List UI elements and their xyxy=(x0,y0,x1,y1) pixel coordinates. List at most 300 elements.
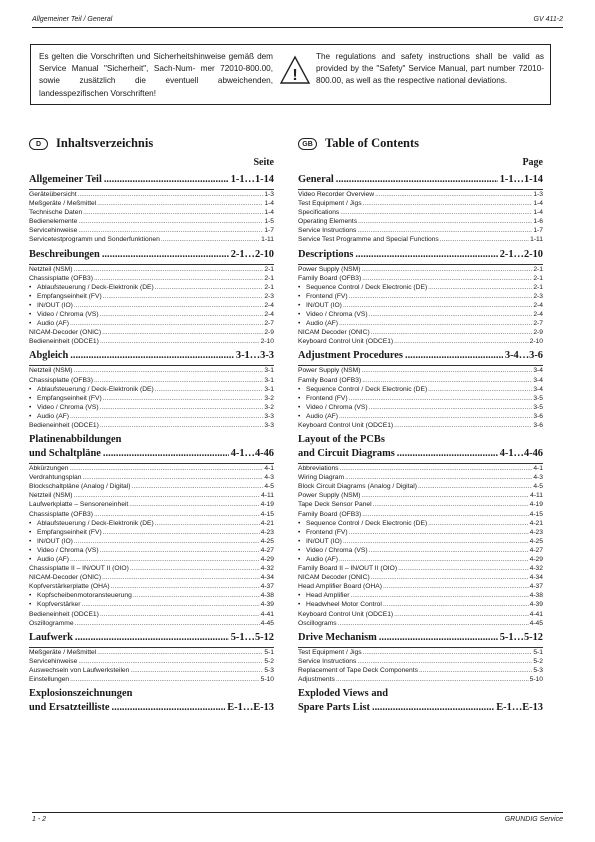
toc-entry-title: Servicetestprogramm und Sonderfunktionen xyxy=(29,236,160,244)
section-heading[interactable] xyxy=(29,173,274,187)
toc-entry[interactable] xyxy=(298,546,543,555)
dot-leader xyxy=(357,657,532,666)
toc-entry[interactable] xyxy=(298,610,543,619)
toc-entry-page: 4-23 xyxy=(529,528,543,536)
toc-entry[interactable] xyxy=(298,600,543,609)
section-heading[interactable] xyxy=(298,173,543,187)
dot-leader xyxy=(100,546,260,555)
toc-entry-page: 3-2 xyxy=(264,403,274,411)
toc-title: Table of Contents xyxy=(325,136,419,150)
toc-entry-title: Laufwerkplatte – Sensoreneinheit xyxy=(29,501,129,509)
dot-leader xyxy=(78,226,263,235)
toc-entry-title: Meßgeräte / Meßmittel xyxy=(29,200,97,208)
dot-leader xyxy=(94,376,263,385)
toc-entry-title: Bedieneinheit (ODCE1) xyxy=(29,610,99,618)
section-page-range: 4-1…4-46 xyxy=(230,448,274,460)
dot-leader xyxy=(369,546,529,555)
dot-leader xyxy=(73,491,260,500)
toc-entry[interactable] xyxy=(298,657,543,666)
toc-entry-title: Power Supply (NSM) xyxy=(298,492,361,500)
dot-leader xyxy=(75,619,260,628)
toc-entry-page: 4-3 xyxy=(533,474,543,482)
dot-leader xyxy=(130,564,260,573)
toc-entry-page: 4-29 xyxy=(260,556,274,563)
svg-text:!: ! xyxy=(292,67,298,84)
dot-leader xyxy=(371,328,533,337)
toc-entry[interactable] xyxy=(298,199,543,208)
toc-entry-page: 2-10 xyxy=(529,338,543,346)
toc-entry-title: Tape Deck Sensor Panel xyxy=(298,501,372,509)
dot-leader xyxy=(100,310,264,319)
toc-entry[interactable] xyxy=(298,301,543,310)
dot-leader xyxy=(362,274,532,283)
toc-entry-title: Kopfverstärkerplatte (OHA) xyxy=(29,583,110,591)
toc-entry-page: 2-3 xyxy=(264,292,274,300)
toc-entry[interactable] xyxy=(29,657,274,666)
section-heading-text: Allgemeiner Teil xyxy=(29,174,102,185)
dot-leader xyxy=(70,319,263,328)
toc-entry-title: Oszillogramme xyxy=(29,619,74,627)
toc-entry-page: 2-7 xyxy=(533,320,543,328)
toc-entry-page: 1-6 xyxy=(533,218,543,226)
toc-entry[interactable] xyxy=(298,403,543,412)
header-section-title: Allgemeiner Teil / General xyxy=(32,16,113,23)
toc-entry-title: • Ablaufsteuerung / Deck-Elektronik (DE) xyxy=(29,385,154,394)
toc-entry[interactable] xyxy=(29,610,274,619)
toc-entry[interactable] xyxy=(298,473,543,482)
toc-entry[interactable] xyxy=(298,619,543,628)
toc-entry[interactable] xyxy=(298,491,543,500)
toc-entry-title: Bedieneinheit (ODCE1) xyxy=(29,421,99,429)
toc-entry-page: 1-4 xyxy=(264,200,274,208)
toc-entry[interactable] xyxy=(298,482,543,491)
header-model-number: GV 411-2 xyxy=(533,16,563,23)
section-heading[interactable] xyxy=(29,248,274,262)
dot-leader xyxy=(102,328,263,337)
toc-entry-page: 1-4 xyxy=(264,209,274,217)
dot-leader xyxy=(70,412,263,421)
section-page-range: 3-1…3-3 xyxy=(235,350,274,362)
toc-entry-title: Chassisplatte (OFB3) xyxy=(29,376,93,384)
toc-entry[interactable] xyxy=(298,412,543,421)
dot-leader xyxy=(102,248,229,262)
section-page-range: 2-1…2-10 xyxy=(230,248,274,260)
toc-entry-title: Bedienelemente xyxy=(29,218,78,226)
toc-entry[interactable] xyxy=(29,366,274,375)
toc-entry-page: 1-11 xyxy=(261,236,274,244)
toc-entry[interactable] xyxy=(29,226,274,235)
toc-entry-page: 4-25 xyxy=(260,537,274,545)
toc-entry-title: • IN/OUT (IO) xyxy=(298,301,342,310)
section-page-range: E-1…E-13 xyxy=(496,702,543,714)
toc-entry-title: Test Equipment / Jigs xyxy=(298,648,362,656)
toc-entry-title: Meßgeräte / Meßmittel xyxy=(29,648,97,656)
toc-entry[interactable] xyxy=(29,546,274,555)
toc-entry-page: 3-6 xyxy=(533,412,543,420)
toc-heading xyxy=(298,136,543,156)
page-footer xyxy=(32,812,563,825)
toc-entry[interactable] xyxy=(29,519,274,528)
toc-entry-title: NICAM-Decoder (ONIC) xyxy=(29,329,102,337)
toc-entry[interactable] xyxy=(29,573,274,582)
toc-entry[interactable] xyxy=(29,564,274,573)
dot-leader xyxy=(379,631,498,645)
dot-leader xyxy=(383,600,529,609)
toc-entry-page: 4-1 xyxy=(533,465,543,473)
dot-leader xyxy=(339,412,532,421)
dot-leader xyxy=(100,337,260,346)
dot-leader xyxy=(100,403,264,412)
toc-english-column xyxy=(298,136,543,715)
dot-leader xyxy=(74,301,263,310)
dot-leader xyxy=(100,610,260,619)
toc-entry-title: • Audio (AF) xyxy=(298,319,338,328)
toc-entry-title: Blockschaltpläne (Analog / Digital) xyxy=(29,483,131,491)
toc-entry-page: 3-2 xyxy=(264,394,274,402)
dot-leader xyxy=(69,464,263,473)
toc-german-column xyxy=(29,136,274,715)
toc-entry[interactable] xyxy=(29,412,274,421)
dot-leader xyxy=(362,376,532,385)
toc-entry[interactable] xyxy=(29,619,274,628)
toc-entry[interactable] xyxy=(29,292,274,301)
toc-entry[interactable] xyxy=(29,537,274,546)
toc-entry[interactable] xyxy=(29,337,274,346)
toc-entry[interactable] xyxy=(298,500,543,509)
toc-entry[interactable] xyxy=(298,319,543,328)
toc-entry[interactable] xyxy=(298,310,543,319)
toc-entry-page: 3-3 xyxy=(264,421,274,429)
dot-leader xyxy=(383,582,529,591)
section-heading-text: Adjustment Procedures xyxy=(298,350,403,362)
toc-entry-page: 1-11 xyxy=(530,236,543,244)
toc-entry-title: • Sequence Control / Deck Electronic (DE) xyxy=(298,519,427,528)
dot-leader xyxy=(73,366,263,375)
toc-entry-title: Abkürzungen xyxy=(29,465,69,473)
dot-leader xyxy=(371,573,529,582)
toc-entry[interactable] xyxy=(29,328,274,337)
toc-entry-page: 3-1 xyxy=(264,376,274,384)
toc-entry-page: 4-39 xyxy=(260,601,274,609)
toc-entry-page: 4-11 xyxy=(261,492,274,500)
toc-entry[interactable] xyxy=(29,473,274,482)
toc-entry-page: 2-1 xyxy=(264,265,274,273)
toc-entry[interactable] xyxy=(29,666,274,675)
dot-leader xyxy=(74,537,260,546)
toc-entry-page: 4-41 xyxy=(529,610,543,618)
toc-entry-page: 4-45 xyxy=(260,619,274,627)
toc-entry-title: • Empfangseinheit (FV) xyxy=(29,528,102,537)
toc-entry[interactable] xyxy=(298,564,543,573)
dot-leader xyxy=(373,500,529,509)
toc-entry[interactable] xyxy=(29,217,274,226)
section-heading-text: und Schaltpläne xyxy=(29,448,101,460)
section-heading[interactable]: Platinenabbildungen xyxy=(29,434,122,446)
toc-entry[interactable] xyxy=(298,385,543,394)
toc-entry-page: 3-3 xyxy=(264,412,274,420)
dot-leader xyxy=(349,292,533,301)
section-heading[interactable] xyxy=(298,631,543,645)
toc-entry-page: 2-3 xyxy=(533,292,543,300)
toc-entry[interactable] xyxy=(298,510,543,519)
toc-entry[interactable] xyxy=(298,421,543,430)
toc-entry-title: • Sequence Control / Deck Electronic (DE) xyxy=(298,385,427,394)
toc-entry-page: 1-7 xyxy=(264,227,274,235)
toc-entry-page: 4-25 xyxy=(529,537,543,545)
dot-leader xyxy=(336,173,498,187)
toc-entry[interactable] xyxy=(298,283,543,292)
toc-entry[interactable] xyxy=(29,403,274,412)
toc-entry[interactable] xyxy=(29,265,274,274)
toc-entry-page: 3-4 xyxy=(533,376,543,384)
toc-entry-title: Service Test Programme and Special Functions xyxy=(298,236,439,244)
dot-leader xyxy=(70,349,234,363)
toc-entry-page: 1-3 xyxy=(264,191,274,198)
toc-entry-page: 2-1 xyxy=(533,265,543,273)
toc-entry[interactable] xyxy=(298,582,543,591)
toc-entry-title: • IN/OUT (IO) xyxy=(298,537,342,546)
toc-entry-page: 2-10 xyxy=(260,338,274,346)
toc-entry[interactable] xyxy=(29,600,274,609)
toc-entry-title: Family Board (OFB3) xyxy=(298,510,362,518)
toc-entry-page: 4-41 xyxy=(260,610,274,618)
toc-entry-title: Keyboard Control Unit (ODCE1) xyxy=(298,338,394,346)
dot-leader xyxy=(104,173,229,187)
toc-entry-title: Family Board II – IN/OUT II (OIO) xyxy=(298,565,398,573)
toc-entry[interactable] xyxy=(29,582,274,591)
toc-entry[interactable] xyxy=(298,573,543,582)
toc-entry[interactable] xyxy=(298,394,543,403)
section-heading-text: und Ersatzteilliste xyxy=(29,702,110,714)
toc-entry-page: 1-4 xyxy=(533,209,543,217)
toc-entry[interactable] xyxy=(298,528,543,537)
dot-leader xyxy=(94,274,263,283)
toc-entry[interactable] xyxy=(298,235,543,244)
toc-entry[interactable] xyxy=(29,648,274,657)
toc-entry[interactable] xyxy=(29,500,274,509)
dot-leader xyxy=(362,510,528,519)
toc-entry-page: 2-1 xyxy=(533,274,543,282)
toc-entry-title: • Headwheel Motor Control xyxy=(298,600,382,609)
dot-leader xyxy=(361,265,532,274)
toc-entry[interactable] xyxy=(298,190,543,199)
dot-leader xyxy=(394,421,532,430)
section-heading-continued[interactable] xyxy=(29,447,274,461)
toc-entry[interactable] xyxy=(298,666,543,675)
warning-triangle-icon xyxy=(279,55,311,85)
toc-entry-page: 1-4 xyxy=(533,200,543,208)
toc-entry-title: Test Equipment / Jigs xyxy=(298,200,362,208)
toc-entry-title: Einstellungen xyxy=(29,676,70,684)
toc-entry-page: 4-1 xyxy=(264,465,274,473)
dot-leader xyxy=(129,500,259,509)
section-heading-text: Drive Mechanism xyxy=(298,631,377,643)
toc-entry-page: 4-15 xyxy=(260,510,274,518)
toc-entry[interactable] xyxy=(29,555,274,564)
dot-leader xyxy=(82,473,263,482)
toc-entry-page: 4-15 xyxy=(529,510,543,518)
toc-entry-page: 4-29 xyxy=(529,556,543,563)
toc-entry[interactable] xyxy=(29,310,274,319)
section-heading[interactable] xyxy=(298,349,543,363)
toc-entry-title: Service Instructions xyxy=(298,657,357,665)
dot-leader xyxy=(428,519,528,528)
toc-entry[interactable] xyxy=(298,519,543,528)
dot-leader xyxy=(349,528,529,537)
section-heading[interactable] xyxy=(298,248,543,262)
toc-entry[interactable] xyxy=(298,337,543,346)
section-heading[interactable]: Exploded Views and xyxy=(298,688,389,700)
dot-leader xyxy=(103,447,229,461)
toc-entry-title: • Audio (AF) xyxy=(298,412,338,421)
section-heading-text: Laufwerk xyxy=(29,631,73,643)
section-heading-text: and Circuit Diagrams xyxy=(298,448,395,460)
toc-entry-page: 1-5 xyxy=(264,218,274,226)
toc-entry[interactable] xyxy=(29,283,274,292)
toc-entry-title: • Audio (AF) xyxy=(29,319,69,328)
toc-entry-title: • Audio (AF) xyxy=(29,412,69,421)
toc-entry-title: Chassisplatte (OFB3) xyxy=(29,274,93,282)
toc-entry[interactable] xyxy=(29,464,274,473)
toc-entry-page: 4-32 xyxy=(529,565,543,573)
dot-leader xyxy=(111,582,260,591)
toc-entry-page: 2-1 xyxy=(264,274,274,282)
toc-entry[interactable] xyxy=(298,265,543,274)
toc-entry-page: 5-10 xyxy=(529,676,543,684)
dot-leader xyxy=(155,519,260,528)
toc-entry-page: 3-5 xyxy=(533,394,543,402)
toc-entry-title: • Audio (AF) xyxy=(29,555,69,564)
page-column-label: Seite xyxy=(253,157,274,168)
page-column-label: Page xyxy=(522,157,543,168)
dot-leader xyxy=(405,349,503,363)
toc-entry[interactable] xyxy=(298,292,543,301)
toc-entry-page: 2-9 xyxy=(533,329,543,337)
section-heading[interactable]: Explosionszeichnungen xyxy=(29,688,133,700)
safety-notice-german: Es gelten die Vorschriften und Sicherheitshinweise gemäß dem Service Manual "Sicherheit", Sach-Num- mer 72010-800.00, sowie zusätzlich die eventuell abweichenden, landesspezifischen Vorschriften! xyxy=(39,52,273,98)
toc-entry[interactable] xyxy=(298,274,543,283)
toc-entry-title: • Kopfscheibenmotoransteuerung xyxy=(29,591,132,600)
toc-entry[interactable] xyxy=(29,528,274,537)
dot-leader xyxy=(375,190,532,199)
toc-entry-page: 2-1 xyxy=(264,283,274,291)
toc-entry[interactable] xyxy=(29,591,274,600)
toc-entry-title: • Kopfverstärker xyxy=(29,600,81,609)
section-page-range: 5-1…5-12 xyxy=(230,631,274,643)
toc-entry[interactable] xyxy=(298,208,543,217)
section-heading[interactable] xyxy=(29,631,274,645)
toc-entry-title: • Ablaufsteuerung / Deck-Elektronik (DE) xyxy=(29,283,154,292)
toc-entry-title: • Video / Chroma (VS) xyxy=(298,546,368,555)
toc-entry[interactable] xyxy=(298,537,543,546)
toc-entry[interactable] xyxy=(29,301,274,310)
toc-entry[interactable] xyxy=(29,421,274,430)
toc-entry[interactable] xyxy=(29,385,274,394)
toc-entry-title: Head Amplifier Board (OHA) xyxy=(298,583,382,591)
toc-entry-page: 4-27 xyxy=(529,546,543,554)
toc-entry[interactable] xyxy=(298,366,543,375)
toc-entry[interactable] xyxy=(298,226,543,235)
dot-leader xyxy=(75,631,229,645)
dot-leader xyxy=(397,447,498,461)
dot-leader xyxy=(394,337,528,346)
section-heading-text: Descriptions xyxy=(298,248,354,260)
toc-entry-page: 5-1 xyxy=(264,648,274,656)
dot-leader xyxy=(339,555,529,564)
toc-entry-title: Geräteübersicht xyxy=(29,191,77,198)
toc-entry[interactable] xyxy=(298,217,543,226)
toc-entry[interactable] xyxy=(29,208,274,217)
toc-entry-page: 5-2 xyxy=(533,657,543,665)
toc-entry-title: Netzteil (NSM) xyxy=(29,265,73,273)
dot-leader xyxy=(345,473,532,482)
toc-entry[interactable] xyxy=(298,675,543,684)
toc-entry[interactable] xyxy=(29,482,274,491)
dot-leader xyxy=(103,528,260,537)
page-number: 1 - 2 xyxy=(32,816,47,823)
toc-entry[interactable] xyxy=(298,464,543,473)
section-heading-continued[interactable] xyxy=(29,701,274,715)
section-page-range: 1-1…1-14 xyxy=(230,174,274,185)
dot-leader xyxy=(372,701,494,715)
dot-leader xyxy=(363,648,533,657)
toc-entry-page: 3-5 xyxy=(533,403,543,411)
toc-entry-title: Bedieneinheit (ODCE1) xyxy=(29,338,99,346)
dot-leader xyxy=(340,208,532,217)
toc-entry[interactable] xyxy=(298,591,543,600)
section-heading-continued[interactable] xyxy=(298,701,543,715)
toc-entry-title: • Audio (AF) xyxy=(298,555,338,564)
dot-leader xyxy=(133,591,260,600)
dot-leader xyxy=(369,310,533,319)
section-heading-continued[interactable] xyxy=(298,447,543,461)
section-heading[interactable] xyxy=(29,349,274,363)
toc-entry-title: Service Instructions xyxy=(298,227,357,235)
toc-entry[interactable] xyxy=(29,376,274,385)
toc-entry[interactable] xyxy=(298,648,543,657)
dot-leader xyxy=(369,403,533,412)
toc-entry-title: Power Supply (NSM) xyxy=(298,265,361,273)
toc-entry-title: Chassisplatte (OFB3) xyxy=(29,510,93,518)
dot-leader xyxy=(94,510,260,519)
toc-entry[interactable] xyxy=(29,510,274,519)
toc-entry-title: Keyboard Control Unit (ODCE1) xyxy=(298,421,394,429)
toc-entry[interactable] xyxy=(29,199,274,208)
toc-entry-title: Wiring Diagram xyxy=(298,474,345,482)
section-heading[interactable]: Layout of the PCBs xyxy=(298,434,385,446)
toc-entry[interactable] xyxy=(29,675,274,684)
toc-entry[interactable] xyxy=(29,319,274,328)
dot-leader xyxy=(97,199,263,208)
toc-entry-page: 5-2 xyxy=(264,657,274,665)
toc-entry[interactable] xyxy=(29,274,274,283)
toc-entry[interactable] xyxy=(29,235,274,244)
toc-entry[interactable] xyxy=(298,555,543,564)
toc-entry[interactable] xyxy=(29,491,274,500)
toc-entry-title: Power Supply (NSM) xyxy=(298,367,361,375)
toc-entry-title: Servicehinweise xyxy=(29,227,78,235)
toc-entry-page: 4-23 xyxy=(260,528,274,536)
toc-entry[interactable] xyxy=(29,394,274,403)
dot-leader xyxy=(130,666,263,675)
toc-entry[interactable] xyxy=(29,190,274,199)
toc-entry[interactable] xyxy=(298,376,543,385)
dot-leader xyxy=(340,464,533,473)
toc-entry-page: 5-10 xyxy=(260,676,274,684)
dot-leader xyxy=(343,537,529,546)
toc-entry[interactable] xyxy=(298,328,543,337)
toc-entry-page: 5-3 xyxy=(264,666,274,674)
